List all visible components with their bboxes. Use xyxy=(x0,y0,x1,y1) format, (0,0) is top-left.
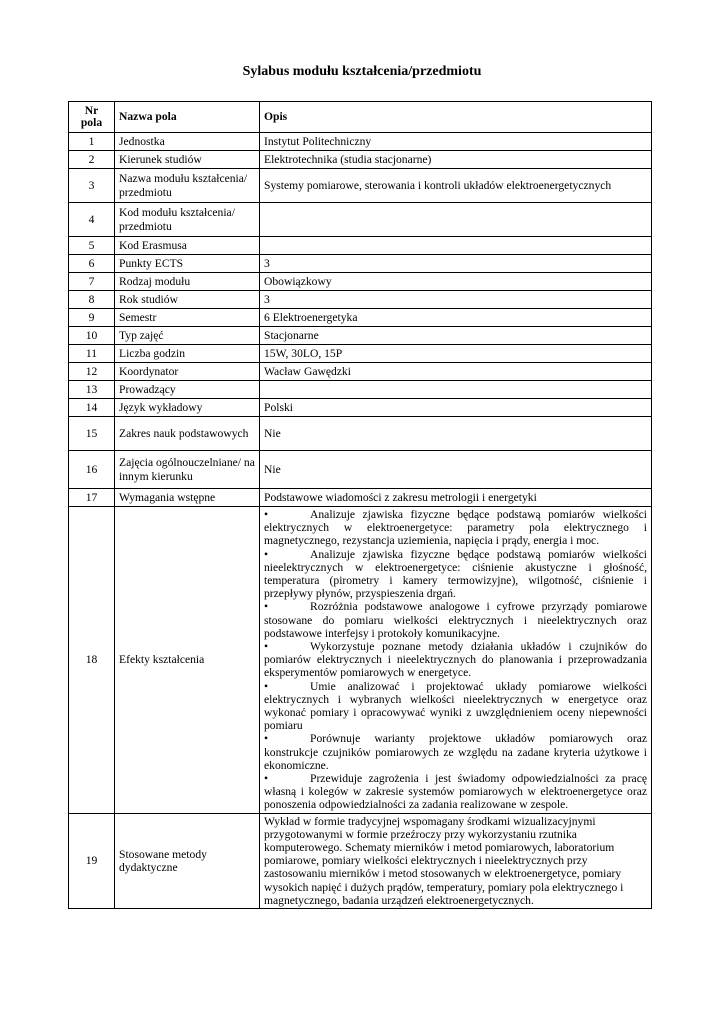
row-field-value: Elektrotechnika (studia stacjonarne) xyxy=(260,151,652,169)
learning-effect-item xyxy=(264,680,647,733)
row-number: 18 xyxy=(69,507,115,814)
learning-effect-text: Porównuje warianty projektowe układów pomiarowych oraz konstrukcje czujników pomiarowych ze względu na zadane kryteria użytkowe i ekonomiczne. xyxy=(264,732,647,772)
table-row xyxy=(69,309,652,327)
document-title: Sylabus modułu kształcenia/przedmiotu xyxy=(242,64,482,79)
row-field-value: Obowiązkowy xyxy=(260,273,652,291)
table-row xyxy=(69,133,652,151)
table-row xyxy=(69,273,652,291)
row-field-name: Kod Erasmusa xyxy=(115,237,260,255)
row-field-name: Stosowane metody dydaktyczne xyxy=(115,813,260,908)
table-row xyxy=(69,417,652,451)
row-number: 19 xyxy=(69,813,115,908)
row-field-value: Stacjonarne xyxy=(260,327,652,345)
row-field-value: Systemy pomiarowe, sterowania i kontroli układów elektroenergetycznych xyxy=(260,169,652,203)
table-row xyxy=(69,255,652,273)
row-field-name: Punkty ECTS xyxy=(115,255,260,273)
row-number: 6 xyxy=(69,255,115,273)
table-row xyxy=(69,363,652,381)
row-number: 14 xyxy=(69,399,115,417)
learning-effect-text: Umie analizować i projektować układy pomiarowe wielkości elektrycznych i wybranych wielkości nieelektrycznych w energetyce oraz wykonać pomiary i opracowywać wyniki z uwzględnieniem oceny niepewności pomiaru xyxy=(264,679,647,733)
row-number: 12 xyxy=(69,363,115,381)
row-field-name: Prowadzący xyxy=(115,381,260,399)
row-field-name: Język wykładowy xyxy=(115,399,260,417)
row-number: 11 xyxy=(69,345,115,363)
bullet-icon: • xyxy=(264,679,269,693)
row-field-value: Wacław Gawędzki xyxy=(260,363,652,381)
row-field-name: Wymagania wstępne xyxy=(115,489,260,507)
row-field-value: Polski xyxy=(260,399,652,417)
bullet-icon: • xyxy=(264,640,269,654)
row-number: 17 xyxy=(69,489,115,507)
row-field-value: Wykład w formie tradycyjnej wspomagany środkami wizualizacyjnymi przygotowanymi w formie przeźroczy przy wykorzystaniu rzutnika komputerowego. Schematy mierników i metod pomiarowych, laboratorium pomiarowe, pomiary wielkości elektrycznych i nieelektrycznych przy zastosowaniu mierników i metod stosowanych w elektroenergetyce, pomiary wysokich napięć i dużych prądów, temperatury, pomiary pola elektrycznego i magnetycznego, badania urządzeń elektroenergetycznych. xyxy=(260,813,652,908)
table-row-18 xyxy=(69,507,652,814)
row-field-value: 3 xyxy=(260,255,652,273)
table-row xyxy=(69,381,652,399)
learning-effect-item xyxy=(264,732,647,772)
header-nr: Nr pola xyxy=(69,102,115,133)
learning-effect-text: Przewiduje zagrożenia i jest świadomy odpowiedzialności za pracę własną i kolegów w zakresie systemów pomiarowych w elektroenergetyce oraz ponoszenia odpowiedzialności za zadania realizowane w zespole. xyxy=(264,772,647,812)
row-field-name: Liczba godzin xyxy=(115,345,260,363)
learning-effect-text: Analizuje zjawiska fizyczne będące podstawą pomiarów wielkości elektrycznych w elektroenergetyce: parametry pola elektrycznego i magnetycznego, rezystancja uziemienia, napięcia i prądy, energia i moc. xyxy=(264,508,647,548)
row-field-value: Nie xyxy=(260,417,652,451)
row-field-value xyxy=(260,203,652,237)
row-field-value: 15W, 30LO, 15P xyxy=(260,345,652,363)
row-field-name: Efekty kształcenia xyxy=(115,507,260,814)
table-row xyxy=(69,451,652,489)
table-row xyxy=(69,203,652,237)
row-field-value: Podstawowe wiadomości z zakresu metrologii i energetyki xyxy=(260,489,652,507)
header-desc: Opis xyxy=(260,102,652,133)
row-number: 9 xyxy=(69,309,115,327)
learning-effect-item xyxy=(264,508,647,548)
table-header-row xyxy=(69,102,652,133)
learning-effect-item xyxy=(264,640,647,680)
table-row xyxy=(69,151,652,169)
learning-effects-list xyxy=(260,507,652,814)
row-field-value: 6 Elektroenergetyka xyxy=(260,309,652,327)
row-number: 3 xyxy=(69,169,115,203)
table-body xyxy=(69,133,652,909)
row-field-name: Zakres nauk podstawowych xyxy=(115,417,260,451)
table-row xyxy=(69,169,652,203)
bullet-icon: • xyxy=(264,772,269,786)
row-field-name: Rodzaj modułu xyxy=(115,273,260,291)
learning-effect-text: Rozróżnia podstawowe analogowe i cyfrowe przyrządy pomiarowe stosowane do pomiaru wielkości elektrycznych i nieelektrycznych oraz podstawowe interfejsy i protokoły komunikacyjne. xyxy=(264,600,647,640)
table-row xyxy=(69,345,652,363)
row-field-value: Nie xyxy=(260,451,652,489)
bullet-icon: • xyxy=(264,732,269,746)
row-field-name: Kierunek studiów xyxy=(115,151,260,169)
learning-effect-text: Analizuje zjawiska fizyczne będące podstawą pomiarów wielkości nieelektrycznych w elektroenergetyce: ciśnienie akustyczne i głośność, temperatura (pirometry i kamery termowizyjne), wilgotność, ciśnienie i przepływy płynów, przyspieszenia drgań. xyxy=(264,547,647,601)
row-field-value: 3 xyxy=(260,291,652,309)
table-row-19 xyxy=(69,813,652,908)
row-field-value xyxy=(260,237,652,255)
table-row xyxy=(69,291,652,309)
row-number: 2 xyxy=(69,151,115,169)
row-field-name: Typ zajęć xyxy=(115,327,260,345)
row-number: 10 xyxy=(69,327,115,345)
bullet-icon: • xyxy=(264,508,269,521)
row-number: 16 xyxy=(69,451,115,489)
bullet-icon: • xyxy=(264,547,269,561)
row-number: 7 xyxy=(69,273,115,291)
row-field-name: Semestr xyxy=(115,309,260,327)
row-number: 4 xyxy=(69,203,115,237)
learning-effect-item xyxy=(264,772,647,812)
row-number: 1 xyxy=(69,133,115,151)
row-field-name: Kod modułu kształcenia/ przedmiotu xyxy=(115,203,260,237)
row-number: 5 xyxy=(69,237,115,255)
row-number: 13 xyxy=(69,381,115,399)
row-field-value xyxy=(260,381,652,399)
table-row xyxy=(69,327,652,345)
row-field-name: Zajęcia ogólnouczelniane/ na innym kierunku xyxy=(115,451,260,489)
row-number: 8 xyxy=(69,291,115,309)
row-field-value: Instytut Politechniczny xyxy=(260,133,652,151)
row-number: 15 xyxy=(69,417,115,451)
bullet-icon: • xyxy=(264,600,269,614)
table-row xyxy=(69,399,652,417)
header-name: Nazwa pola xyxy=(115,102,260,133)
table-row xyxy=(69,489,652,507)
row-field-name: Rok studiów xyxy=(115,291,260,309)
learning-effect-text: Wykorzystuje poznane metody działania układów i czujników do pomiarów elektrycznych i nieelektrycznych do planowania i przeprowadzania eksperymentów pomiarowych w energetyce. xyxy=(264,640,647,680)
syllabus-table xyxy=(68,101,652,909)
row-field-name: Jednostka xyxy=(115,133,260,151)
learning-effect-item xyxy=(264,600,647,640)
table-row xyxy=(69,237,652,255)
row-field-name: Nazwa modułu kształcenia/ przedmiotu xyxy=(115,169,260,203)
learning-effect-item xyxy=(264,548,647,601)
row-field-name: Koordynator xyxy=(115,363,260,381)
